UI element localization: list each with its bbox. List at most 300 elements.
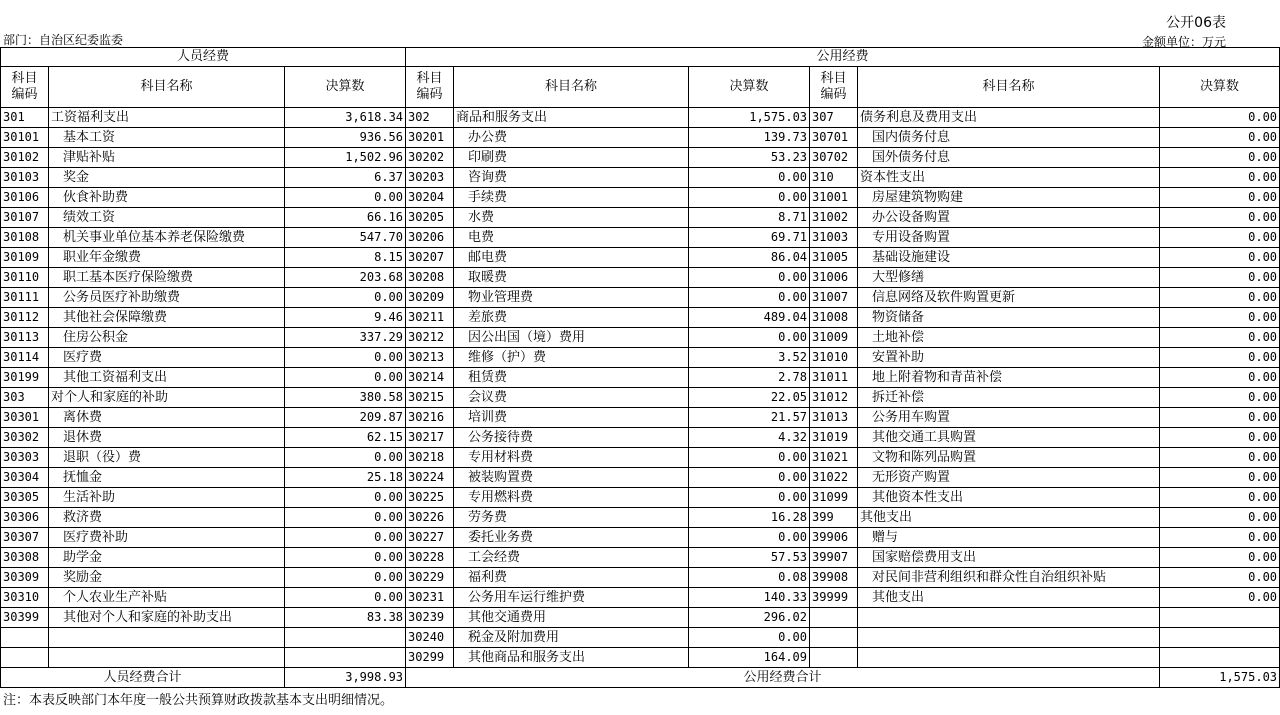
subject-code-cell: 39906 (810, 528, 858, 548)
table-row (1, 328, 1280, 348)
table-row (1, 568, 1280, 588)
subject-name-cell: 抚恤金 (49, 468, 285, 488)
subject-name-cell (858, 648, 1160, 668)
amount-cell: 0.00 (285, 288, 406, 308)
subject-code-cell: 30212 (406, 328, 454, 348)
amount-cell: 0.00 (285, 508, 406, 528)
amount-cell: 0.00 (1160, 468, 1280, 488)
amount-cell: 3,618.34 (285, 108, 406, 128)
subject-name-cell (49, 648, 285, 668)
subject-code-cell: 31019 (810, 428, 858, 448)
subject-name-cell: 其他商品和服务支出 (454, 648, 689, 668)
amount-cell (1160, 628, 1280, 648)
subject-code-cell: 30113 (1, 328, 49, 348)
subject-name-cell: 文物和陈列品购置 (858, 448, 1160, 468)
amount-cell: 3.52 (689, 348, 810, 368)
subject-code-cell: 31011 (810, 368, 858, 388)
subject-code-cell: 30201 (406, 128, 454, 148)
amount-cell: 296.02 (689, 608, 810, 628)
amount-cell: 0.00 (1160, 208, 1280, 228)
subject-code-cell: 31012 (810, 388, 858, 408)
amount-cell: 0.00 (1160, 388, 1280, 408)
public-total-value: 1,575.03 (1160, 668, 1280, 688)
subject-name-cell: 租赁费 (454, 368, 689, 388)
subject-name-cell: 退职（役）费 (49, 448, 285, 468)
subject-name-cell: 其他交通费用 (454, 608, 689, 628)
subject-code-cell: 30227 (406, 528, 454, 548)
amount-cell: 0.00 (689, 628, 810, 648)
subject-code-cell: 30701 (810, 128, 858, 148)
table-row (1, 408, 1280, 428)
department-label: 部门：自治区纪委监委 (3, 33, 124, 47)
amount-cell: 0.00 (1160, 528, 1280, 548)
subject-name-cell: 委托业务费 (454, 528, 689, 548)
subject-code-cell: 30108 (1, 228, 49, 248)
amount-cell: 1,502.96 (285, 148, 406, 168)
amount-cell: 337.29 (285, 328, 406, 348)
subject-code-cell: 30225 (406, 488, 454, 508)
subject-name-cell: 劳务费 (454, 508, 689, 528)
subject-code-cell: 30199 (1, 368, 49, 388)
amount-column-header: 决算数 (1160, 67, 1280, 108)
subject-code-cell: 30209 (406, 288, 454, 308)
table-row (1, 488, 1280, 508)
subject-code-cell: 30305 (1, 488, 49, 508)
subject-name-cell: 绩效工资 (49, 208, 285, 228)
footnote: 注：本表反映部门本年度一般公共预算财政拨款基本支出明细情况。 (3, 693, 394, 708)
subject-code-cell: 30204 (406, 188, 454, 208)
subject-code-cell: 30107 (1, 208, 49, 228)
subject-code-cell: 30112 (1, 308, 49, 328)
table-row (1, 248, 1280, 268)
subject-code-cell: 30226 (406, 508, 454, 528)
amount-cell: 69.71 (689, 228, 810, 248)
subject-code-cell: 30299 (406, 648, 454, 668)
subject-name-cell: 职工基本医疗保险缴费 (49, 268, 285, 288)
subject-code-cell: 31021 (810, 448, 858, 468)
subject-code-cell: 30310 (1, 588, 49, 608)
subject-code-cell: 30231 (406, 588, 454, 608)
table-row (1, 588, 1280, 608)
subject-code-cell: 39908 (810, 568, 858, 588)
amount-cell: 0.00 (689, 448, 810, 468)
subject-code-cell: 31002 (810, 208, 858, 228)
subject-name-cell: 其他支出 (858, 588, 1160, 608)
subject-name-cell: 会议费 (454, 388, 689, 408)
amount-cell: 140.33 (689, 588, 810, 608)
table-row (1, 108, 1280, 128)
amount-cell: 8.71 (689, 208, 810, 228)
subject-code-cell: 31008 (810, 308, 858, 328)
subject-name-cell: 津贴补贴 (49, 148, 285, 168)
subject-code-cell: 30306 (1, 508, 49, 528)
amount-cell: 0.00 (689, 328, 810, 348)
subject-name-cell: 机关事业单位基本养老保险缴费 (49, 228, 285, 248)
subject-code-cell: 30106 (1, 188, 49, 208)
totals-row (1, 668, 1280, 688)
amount-cell: 0.00 (689, 468, 810, 488)
amount-cell: 83.38 (285, 608, 406, 628)
subject-name-cell: 办公费 (454, 128, 689, 148)
amount-cell: 0.00 (689, 528, 810, 548)
subject-name-cell: 公务接待费 (454, 428, 689, 448)
subject-name-cell: 咨询费 (454, 168, 689, 188)
form-code: 公开06表 (1166, 15, 1226, 31)
subject-code-cell: 31010 (810, 348, 858, 368)
amount-cell: 0.00 (1160, 568, 1280, 588)
amount-cell: 0.00 (1160, 548, 1280, 568)
subject-name-cell: 奖励金 (49, 568, 285, 588)
subject-code-cell: 30217 (406, 428, 454, 448)
subject-name-cell: 房屋建筑物购建 (858, 188, 1160, 208)
subject-code-cell: 31009 (810, 328, 858, 348)
subject-name-cell: 国外债务付息 (858, 148, 1160, 168)
amount-cell: 489.04 (689, 308, 810, 328)
subject-name-cell: 公务用车运行维护费 (454, 588, 689, 608)
code-column-header: 科目 编码 (810, 67, 858, 108)
subject-name-cell: 公务员医疗补助缴费 (49, 288, 285, 308)
expenditure-detail-table (0, 47, 1280, 688)
subject-code-cell: 30301 (1, 408, 49, 428)
personnel-total-value: 3,998.93 (285, 668, 406, 688)
subject-code-cell: 31007 (810, 288, 858, 308)
amount-cell (1160, 648, 1280, 668)
amount-cell: 0.00 (285, 548, 406, 568)
amount-cell: 0.00 (1160, 308, 1280, 328)
subject-code-cell: 30304 (1, 468, 49, 488)
subject-code-cell: 310 (810, 168, 858, 188)
subject-name-cell: 资本性支出 (858, 168, 1160, 188)
subject-code-cell: 30309 (1, 568, 49, 588)
subject-code-cell: 30206 (406, 228, 454, 248)
amount-cell: 0.00 (1160, 328, 1280, 348)
subject-name-cell (858, 628, 1160, 648)
table-row (1, 428, 1280, 448)
subject-code-cell: 39999 (810, 588, 858, 608)
subject-name-cell: 国内债务付息 (858, 128, 1160, 148)
amount-cell: 0.00 (689, 288, 810, 308)
subject-name-cell: 物资储备 (858, 308, 1160, 328)
amount-cell: 6.37 (285, 168, 406, 188)
subject-name-cell: 公务用车购置 (858, 408, 1160, 428)
subject-code-cell: 30216 (406, 408, 454, 428)
subject-name-cell: 对民间非营利组织和群众性自治组织补贴 (858, 568, 1160, 588)
amount-cell: 209.87 (285, 408, 406, 428)
amount-cell: 57.53 (689, 548, 810, 568)
subject-code-cell: 30308 (1, 548, 49, 568)
table-row (1, 288, 1280, 308)
amount-cell: 0.00 (1160, 228, 1280, 248)
subject-name-cell: 被装购置费 (454, 468, 689, 488)
subject-code-cell: 30702 (810, 148, 858, 168)
subject-name-cell: 医疗费补助 (49, 528, 285, 548)
subject-name-cell: 拆迁补偿 (858, 388, 1160, 408)
subject-code-cell: 303 (1, 388, 49, 408)
subject-code-cell: 30213 (406, 348, 454, 368)
amount-cell: 0.00 (1160, 128, 1280, 148)
subject-name-cell: 地上附着物和青苗补偿 (858, 368, 1160, 388)
subject-name-cell: 国家赔偿费用支出 (858, 548, 1160, 568)
amount-cell: 25.18 (285, 468, 406, 488)
table-row (1, 468, 1280, 488)
subject-name-cell: 职业年金缴费 (49, 248, 285, 268)
subject-code-cell: 30218 (406, 448, 454, 468)
subject-name-cell: 助学金 (49, 548, 285, 568)
subject-name-cell: 差旅费 (454, 308, 689, 328)
subject-name-cell: 基本工资 (49, 128, 285, 148)
amount-cell: 936.56 (285, 128, 406, 148)
subject-code-cell: 30101 (1, 128, 49, 148)
amount-cell: 0.08 (689, 568, 810, 588)
subject-name-cell: 印刷费 (454, 148, 689, 168)
subject-name-cell: 邮电费 (454, 248, 689, 268)
subject-code-cell: 30307 (1, 528, 49, 548)
amount-cell: 0.00 (1160, 428, 1280, 448)
subject-code-cell: 30214 (406, 368, 454, 388)
amount-cell: 66.16 (285, 208, 406, 228)
subject-code-cell: 31022 (810, 468, 858, 488)
table-row (1, 448, 1280, 468)
amount-cell: 0.00 (285, 588, 406, 608)
amount-cell: 0.00 (1160, 248, 1280, 268)
subject-code-cell: 30303 (1, 448, 49, 468)
subject-name-cell: 救济费 (49, 508, 285, 528)
code-column-header: 科目 编码 (1, 67, 49, 108)
amount-cell: 547.70 (285, 228, 406, 248)
amount-cell: 62.15 (285, 428, 406, 448)
subject-code-cell (810, 648, 858, 668)
amount-cell: 16.28 (689, 508, 810, 528)
subject-code-cell: 30103 (1, 168, 49, 188)
public-total-label: 公用经费合计 (406, 668, 1160, 688)
table-row (1, 368, 1280, 388)
table-row (1, 308, 1280, 328)
subject-code-cell (810, 628, 858, 648)
subject-name-cell: 其他对个人和家庭的补助支出 (49, 608, 285, 628)
subject-name-cell: 对个人和家庭的补助 (49, 388, 285, 408)
table-row (1, 508, 1280, 528)
amount-cell: 139.73 (689, 128, 810, 148)
subject-name-cell: 取暖费 (454, 268, 689, 288)
subject-name-cell: 手续费 (454, 188, 689, 208)
subject-code-cell: 30207 (406, 248, 454, 268)
amount-cell: 0.00 (689, 188, 810, 208)
subject-code-cell (810, 608, 858, 628)
name-column-header: 科目名称 (454, 67, 689, 108)
subject-name-cell: 工会经费 (454, 548, 689, 568)
amount-cell: 0.00 (1160, 588, 1280, 608)
subject-code-cell: 30302 (1, 428, 49, 448)
amount-cell (285, 628, 406, 648)
amount-cell: 0.00 (285, 188, 406, 208)
table-row (1, 188, 1280, 208)
table-row (1, 648, 1280, 668)
subject-name-cell: 生活补助 (49, 488, 285, 508)
subject-name-cell: 无形资产购置 (858, 468, 1160, 488)
subject-name-cell: 商品和服务支出 (454, 108, 689, 128)
amount-cell: 0.00 (1160, 348, 1280, 368)
subject-name-cell: 退休费 (49, 428, 285, 448)
subject-name-cell: 福利费 (454, 568, 689, 588)
subject-code-cell: 30114 (1, 348, 49, 368)
amount-cell: 203.68 (285, 268, 406, 288)
amount-cell: 0.00 (1160, 108, 1280, 128)
subject-name-cell: 赠与 (858, 528, 1160, 548)
amount-cell: 4.32 (689, 428, 810, 448)
group-header-row (1, 48, 1280, 67)
amount-cell: 86.04 (689, 248, 810, 268)
amount-cell: 0.00 (689, 488, 810, 508)
subject-code-cell: 302 (406, 108, 454, 128)
table-row (1, 168, 1280, 188)
subject-code-cell: 307 (810, 108, 858, 128)
name-column-header: 科目名称 (858, 67, 1160, 108)
amount-cell: 8.15 (285, 248, 406, 268)
subject-code-cell: 30110 (1, 268, 49, 288)
subject-name-cell: 物业管理费 (454, 288, 689, 308)
amount-cell: 22.05 (689, 388, 810, 408)
personnel-total-label: 人员经费合计 (1, 668, 285, 688)
amount-cell: 0.00 (285, 488, 406, 508)
subject-code-cell: 30109 (1, 248, 49, 268)
subject-code-cell: 31099 (810, 488, 858, 508)
subject-name-cell: 离休费 (49, 408, 285, 428)
subject-code-cell: 30399 (1, 608, 49, 628)
amount-cell: 0.00 (1160, 188, 1280, 208)
subject-code-cell (1, 628, 49, 648)
amount-cell: 1,575.03 (689, 108, 810, 128)
subject-code-cell: 31005 (810, 248, 858, 268)
subject-code-cell: 31013 (810, 408, 858, 428)
subject-code-cell: 30205 (406, 208, 454, 228)
subject-name-cell: 因公出国（境）费用 (454, 328, 689, 348)
subject-name-cell: 其他支出 (858, 508, 1160, 528)
table-row (1, 348, 1280, 368)
subject-name-cell: 伙食补助费 (49, 188, 285, 208)
amount-cell: 0.00 (1160, 148, 1280, 168)
subject-code-cell: 30224 (406, 468, 454, 488)
amount-cell: 0.00 (285, 448, 406, 468)
amount-cell (285, 648, 406, 668)
table-row (1, 208, 1280, 228)
amount-cell: 0.00 (1160, 508, 1280, 528)
table-row (1, 628, 1280, 648)
amount-cell: 2.78 (689, 368, 810, 388)
amount-cell: 0.00 (689, 168, 810, 188)
subject-name-cell: 信息网络及软件购置更新 (858, 288, 1160, 308)
amount-cell: 0.00 (1160, 168, 1280, 188)
subject-name-cell: 其他交通工具购置 (858, 428, 1160, 448)
amount-cell: 0.00 (1160, 448, 1280, 468)
subject-name-cell: 维修（护）费 (454, 348, 689, 368)
subject-name-cell: 其他资本性支出 (858, 488, 1160, 508)
amount-cell: 9.46 (285, 308, 406, 328)
amount-cell: 380.58 (285, 388, 406, 408)
amount-cell: 53.23 (689, 148, 810, 168)
column-header-row (1, 67, 1280, 108)
table-row (1, 268, 1280, 288)
amount-cell: 0.00 (285, 368, 406, 388)
subject-name-cell: 工资福利支出 (49, 108, 285, 128)
amount-cell: 21.57 (689, 408, 810, 428)
subject-name-cell: 土地补偿 (858, 328, 1160, 348)
subject-code-cell: 30240 (406, 628, 454, 648)
code-column-header: 科目 编码 (406, 67, 454, 108)
subject-code-cell: 399 (810, 508, 858, 528)
amount-cell: 0.00 (689, 268, 810, 288)
subject-name-cell: 专用材料费 (454, 448, 689, 468)
amount-cell: 0.00 (1160, 288, 1280, 308)
subject-code-cell: 31003 (810, 228, 858, 248)
subject-name-cell: 医疗费 (49, 348, 285, 368)
subject-name-cell: 债务利息及费用支出 (858, 108, 1160, 128)
amount-unit-label: 金额单位：万元 (1141, 35, 1226, 49)
amount-cell: 0.00 (285, 528, 406, 548)
subject-code-cell: 39907 (810, 548, 858, 568)
table-row (1, 548, 1280, 568)
name-column-header: 科目名称 (49, 67, 285, 108)
public-group-header: 公用经费 (406, 48, 1280, 67)
personnel-group-header: 人员经费 (1, 48, 406, 67)
subject-name-cell: 专用燃料费 (454, 488, 689, 508)
subject-name-cell: 安置补助 (858, 348, 1160, 368)
subject-name-cell (49, 628, 285, 648)
amount-cell: 0.00 (285, 348, 406, 368)
subject-name-cell: 专用设备购置 (858, 228, 1160, 248)
subject-code-cell: 30202 (406, 148, 454, 168)
amount-cell: 0.00 (1160, 408, 1280, 428)
subject-code-cell (1, 648, 49, 668)
amount-cell: 164.09 (689, 648, 810, 668)
subject-name-cell: 电费 (454, 228, 689, 248)
subject-name-cell: 其他社会保障缴费 (49, 308, 285, 328)
subject-code-cell: 30102 (1, 148, 49, 168)
subject-name-cell: 税金及附加费用 (454, 628, 689, 648)
subject-code-cell: 30215 (406, 388, 454, 408)
subject-name-cell: 水费 (454, 208, 689, 228)
subject-name-cell: 基础设施建设 (858, 248, 1160, 268)
subject-code-cell: 30228 (406, 548, 454, 568)
subject-code-cell: 30208 (406, 268, 454, 288)
subject-code-cell: 30111 (1, 288, 49, 308)
table-row (1, 148, 1280, 168)
subject-code-cell: 30203 (406, 168, 454, 188)
subject-name-cell: 办公设备购置 (858, 208, 1160, 228)
subject-name-cell: 大型修缮 (858, 268, 1160, 288)
subject-name-cell: 奖金 (49, 168, 285, 188)
subject-code-cell: 31001 (810, 188, 858, 208)
subject-name-cell: 个人农业生产补贴 (49, 588, 285, 608)
amount-cell: 0.00 (1160, 368, 1280, 388)
amount-column-header: 决算数 (285, 67, 406, 108)
subject-code-cell: 30229 (406, 568, 454, 588)
subject-code-cell: 31006 (810, 268, 858, 288)
subject-name-cell: 其他工资福利支出 (49, 368, 285, 388)
subject-name-cell: 培训费 (454, 408, 689, 428)
subject-code-cell: 30211 (406, 308, 454, 328)
amount-cell: 0.00 (1160, 488, 1280, 508)
amount-column-header: 决算数 (689, 67, 810, 108)
table-row (1, 608, 1280, 628)
subject-name-cell: 住房公积金 (49, 328, 285, 348)
table-row (1, 228, 1280, 248)
table-row (1, 388, 1280, 408)
amount-cell: 0.00 (285, 568, 406, 588)
subject-name-cell (858, 608, 1160, 628)
table-row (1, 128, 1280, 148)
amount-cell: 0.00 (1160, 268, 1280, 288)
subject-code-cell: 30239 (406, 608, 454, 628)
